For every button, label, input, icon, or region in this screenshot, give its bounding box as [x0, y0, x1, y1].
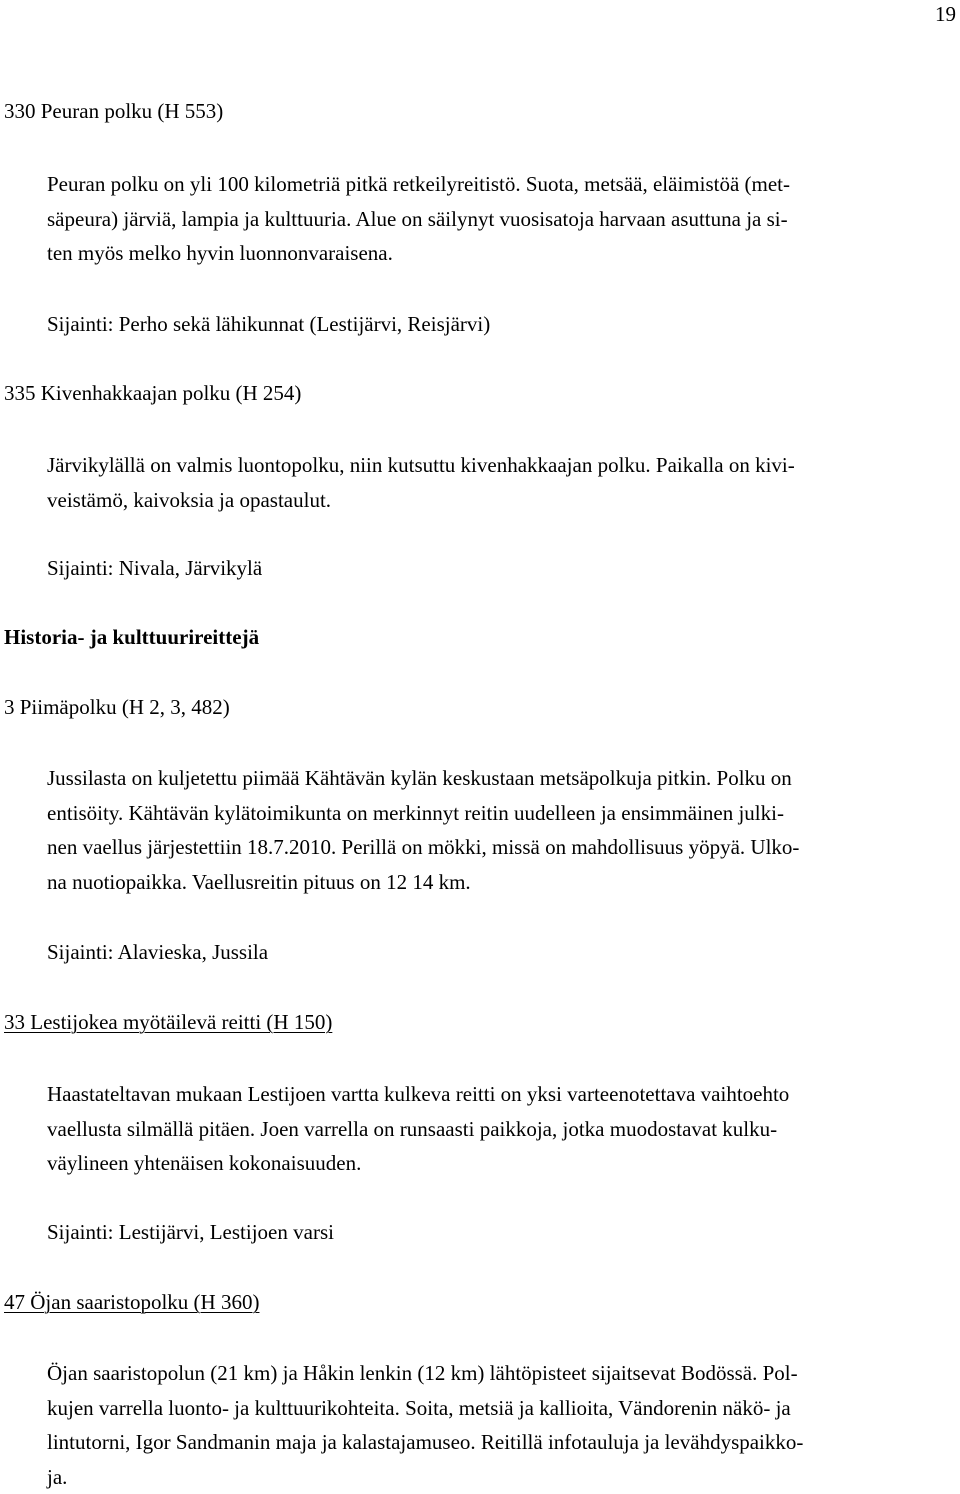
- description-line: ten myös melko hyvin luonnonvaraisena.: [47, 236, 957, 271]
- description-line: säpeura) järviä, lampia ja kulttuuria. Alue on säilynyt vuosisatoja harvaan asuttuna ja si-: [47, 202, 957, 237]
- description-line: nen vaellus järjestettiin 18.7.2010. Perillä on mökki, missä on mahdollisuus yöpyä. Ulko-: [47, 830, 957, 865]
- entry-location-kivenhakkaajan-polku: Sijainti: Nivala, Järvikylä: [47, 556, 262, 580]
- entry-description-ojan-saaristopolku: [47, 1356, 957, 1494]
- entry-description-piimapolku: [47, 761, 957, 899]
- entry-location-lestijoki-reitti: Sijainti: Lestijärvi, Lestijoen varsi: [47, 1220, 334, 1244]
- entry-heading-kivenhakkaajan-polku: 335 Kivenhakkaajan polku (H 254): [4, 381, 301, 405]
- description-line: na nuotiopaikka. Vaellusreitin pituus on 12 14 km.: [47, 865, 957, 900]
- description-line: kujen varrella luonto- ja kulttuurikohteita. Soita, metsiä ja kallioita, Vändorenin näkö- ja: [47, 1391, 957, 1426]
- entry-heading-piimapolku: 3 Piimäpolku (H 2, 3, 482): [4, 695, 230, 719]
- entry-description-kivenhakkaajan-polku: [47, 448, 957, 517]
- entry-location-piimapolku: Sijainti: Alavieska, Jussila: [47, 940, 268, 964]
- description-line: Jussilasta on kuljetettu piimää Kähtävän kylän keskustaan metsäpolkuja pitkin. Polku on: [47, 761, 957, 796]
- entry-heading-lestijoki-reitti: 33 Lestijokea myötäilevä reitti (H 150): [4, 1010, 332, 1034]
- description-line: Järvikylällä on valmis luontopolku, niin kutsuttu kivenhakkaajan polku. Paikalla on kivi-: [47, 448, 957, 483]
- entry-description-lestijoki-reitti: [47, 1077, 957, 1181]
- description-line: entisöity. Kähtävän kylätoimikunta on merkinnyt reitin uudelleen ja ensimmäinen julki-: [47, 796, 957, 831]
- description-line: veistämö, kaivoksia ja opastaulut.: [47, 483, 957, 518]
- description-line: väylineen yhtenäisen kokonaisuuden.: [47, 1146, 957, 1181]
- description-line: Öjan saaristopolun (21 km) ja Håkin lenkin (12 km) lähtöpisteet sijaitsevat Bodössä. Pol-: [47, 1356, 957, 1391]
- description-line: Haastateltavan mukaan Lestijoen vartta kulkeva reitti on yksi varteenotettava vaihtoehto: [47, 1077, 957, 1112]
- entry-heading-ojan-saaristopolku: 47 Öjan saaristopolku (H 360): [4, 1290, 259, 1314]
- entry-location-peuran-polku: Sijainti: Perho sekä lähikunnat (Lestijärvi, Reisjärvi): [47, 312, 490, 336]
- description-line: ja.: [47, 1460, 957, 1494]
- section-title: Historia- ja kulttuurireittejä: [4, 625, 259, 649]
- entry-heading-peuran-polku: 330 Peuran polku (H 553): [4, 99, 223, 123]
- description-line: vaellusta silmällä pitäen. Joen varrella on runsaasti paikkoja, jotka muodostavat kulku-: [47, 1112, 957, 1147]
- description-line: Peuran polku on yli 100 kilometriä pitkä retkeilyreitistö. Suota, metsää, eläimistöä (met-: [47, 167, 957, 202]
- description-line: lintutorni, Igor Sandmanin maja ja kalastajamuseo. Reitillä infotauluja ja levähdyspaikko-: [47, 1425, 957, 1460]
- entry-description-peuran-polku: [47, 167, 957, 271]
- page-number: 19: [935, 2, 956, 26]
